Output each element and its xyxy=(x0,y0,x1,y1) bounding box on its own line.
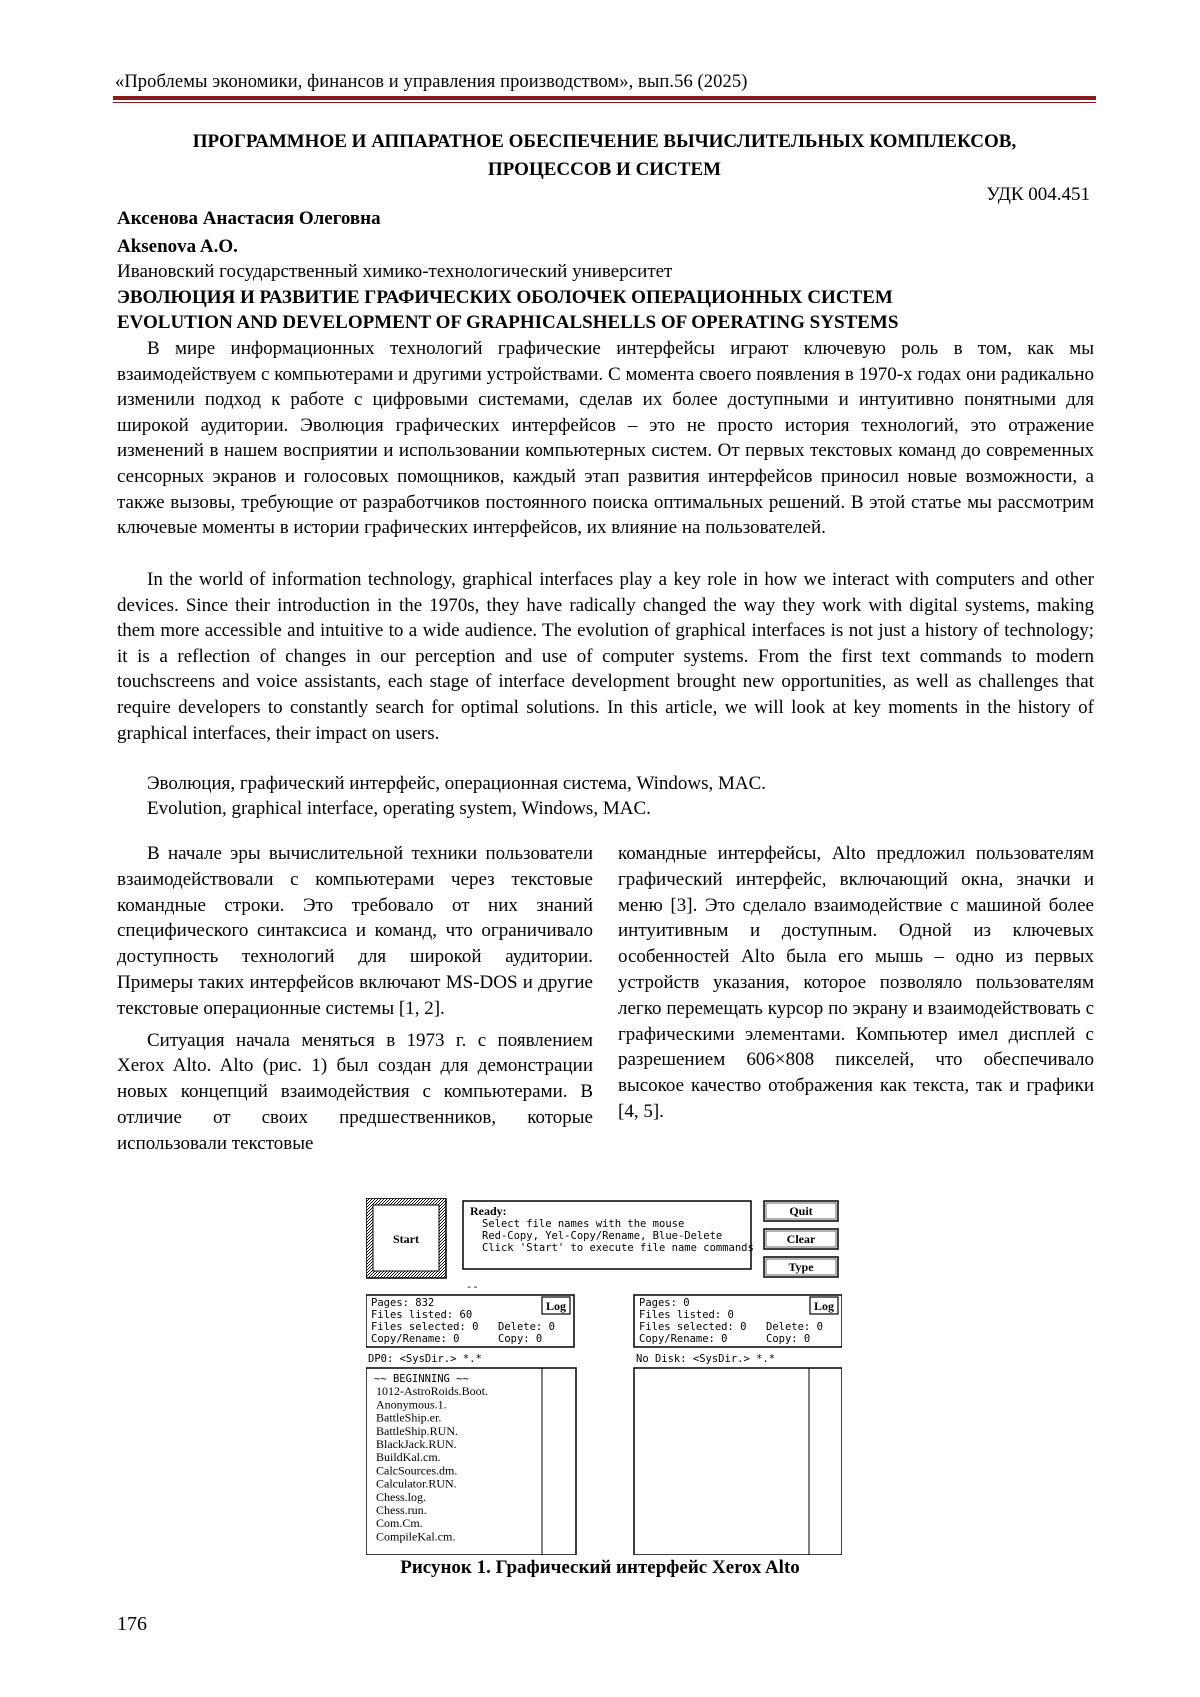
copy-count: Copy: 0 xyxy=(766,1333,811,1345)
file-list-item: Com.Cm. xyxy=(376,1516,423,1531)
clear-button xyxy=(764,1229,838,1249)
keywords-ru: Эволюция, графический интерфейс, операционная система, Windows, MAC. xyxy=(147,773,767,794)
file-list-item: Anonymous.1. xyxy=(376,1397,447,1412)
type-label: Type xyxy=(788,1260,814,1274)
keywords-en: Evolution, graphical interface, operating system, Windows, MAC. xyxy=(147,798,651,819)
copy-rename-count: Copy/Rename: 0 xyxy=(639,1333,728,1345)
running-head: «Проблемы экономики, финансов и управления производством», вып.56 (2025) xyxy=(115,72,748,92)
ready-title: Ready: xyxy=(470,1204,507,1218)
page-number: 176 xyxy=(117,1613,147,1635)
article-title-en: EVOLUTION AND DEVELOPMENT OF GRAPHICALSHELLS OF OPERATING SYSTEMS xyxy=(117,312,899,333)
file-list-item: Chess.log. xyxy=(376,1489,427,1504)
quit-label: Quit xyxy=(789,1204,813,1218)
pages-count: Pages: 0 xyxy=(639,1297,690,1309)
body-paragraph: Ситуация начала меняться в 1973 г. с появлением Xerox Alto. Alto (рис. 1) был создан для демонстрации новых концепций взаимодействия с компьютерами. В отличие от своих предшественников, которые использовали текстовые xyxy=(117,1029,593,1154)
log-label: Log xyxy=(813,1299,835,1313)
disk-label-left: DP0: <SysDir.> *.* xyxy=(368,1353,482,1365)
body-column-left xyxy=(117,841,593,1163)
section-title-line1: ПРОГРАММНОЕ И АППАРАТНОЕ ОБЕСПЕЧЕНИЕ ВЫЧИСЛИТЕЛЬНЫХ КОМПЛЕКСОВ, xyxy=(192,131,1017,152)
figure-xerox-alto xyxy=(366,1198,842,1555)
author-name-ru: Аксенова Анастасия Олеговна xyxy=(117,208,381,229)
quit-button xyxy=(764,1201,838,1221)
file-list-item: CompileKal.cm. xyxy=(376,1529,456,1544)
log-label: Log xyxy=(545,1299,567,1313)
ready-box xyxy=(463,1201,754,1269)
figure-caption: Рисунок 1. Графический интерфейс Xerox Alto xyxy=(400,1557,800,1578)
delete-count: Delete: 0 xyxy=(498,1321,555,1333)
author-name-en: Aksenova A.O. xyxy=(117,236,238,257)
file-list-item: BattleShip.er. xyxy=(376,1410,442,1425)
file-list-item: Calculator.RUN. xyxy=(376,1476,457,1491)
udk-code: УДК 004.451 xyxy=(986,184,1090,205)
body-paragraph: командные интерфейсы, Alto предложил пользователям графический интерфейс, включающий окна, значки и меню [3]. Это сделало взаимодействие с машиной более интуитивным и доступным. Одной из ключевых особенностей Alto была его мышь – одно из первых устройств указания, которое позволяло пользователям легко перемещать курсор по экрану и взаимодействовать с графическими элементами. Компьютер имел дисплей с разрешением 606×808 пикселей, что обеспечивало высокое качество отображения как текста, так и графики [4, 5]. xyxy=(618,843,1094,1122)
start-button xyxy=(366,1198,446,1278)
file-list-item: Chess.run. xyxy=(376,1503,427,1517)
body-paragraph: В начале эры вычислительной техники пользователи взаимодействовали с компьютерами через текстовые командные строки. Это требовало от них знаний специфического синтаксиса и команд, что ограничивало доступность технологий для широкой аудитории. Примеры таких интерфейсов включают MS-DOS и другие текстовые операционные системы [1, 2]. xyxy=(117,843,593,1019)
files-selected: Files selected: 0 xyxy=(639,1321,747,1333)
pages-count: Pages: 832 xyxy=(371,1297,435,1309)
header-rule-thin xyxy=(113,102,1096,103)
delete-count: Delete: 0 xyxy=(766,1321,823,1333)
abstract-en: In the world of information technology, graphical interfaces play a key role in how we interact with computers and other devices. Since their introduction in the 1970s, they have radically changed the way they work with digital systems, making them more accessible and intuitive to a wide audience. The evolution of graphical interfaces is not just a history of technology; it is a reflection of changes in our perception and use of computer systems. From the first text commands to modern touchscreens and voice assistants, each stage of interface development brought new opportunities, as well as challenges that require developers to constantly search for optimal solutions. In this article, we will look at key moments in the history of graphical interfaces, their impact on users. xyxy=(117,569,1094,744)
clear-label: Clear xyxy=(786,1232,816,1246)
affiliation: Ивановский государственный химико-технологический университет xyxy=(117,261,673,282)
abstract-ru: В мире информационных технологий графические интерфейсы играют ключевую роль в том, как мы взаимодействуем с компьютерами и другими устройствами. С момента своего появления в 1970-х годах они радикально изменили подход к работе с цифровыми системами, сделав их более доступными и интуитивно понятными для широкой аудитории. Эволюция графических интерфейсов – это не просто история технологий, это отражение изменений в нашем восприятии и использовании компьютерных систем. От первых текстовых команд до современных сенсорных экранов и голосовых помощников, каждый этап развития интерфейсов приносил новые возможности, а также вызовы, требующие от разработчиков постоянного поиска оптимальных решений. В этой статье мы рассмотрим ключевые моменты в истории графических интерфейсов, их влияние на пользователей. xyxy=(117,338,1094,539)
file-list-item: 1012-AstroRoids.Boot. xyxy=(376,1384,489,1399)
left-file-list xyxy=(366,1368,576,1555)
file-list-item: BuildKal.cm. xyxy=(376,1450,441,1465)
files-listed: Files listed: 60 xyxy=(371,1309,473,1321)
start-label: Start xyxy=(393,1232,419,1246)
ready-line: Select file names with the mouse xyxy=(482,1218,685,1230)
disk-label-right: No Disk: <SysDir.> *.* xyxy=(636,1353,776,1365)
header-rule-thick xyxy=(113,96,1096,100)
file-list-item: CalcSources.dm. xyxy=(376,1463,458,1478)
type-button xyxy=(764,1257,838,1277)
copy-rename-count: Copy/Rename: 0 xyxy=(371,1333,460,1345)
left-status-panel xyxy=(366,1295,574,1347)
ready-line: Click 'Start' to execute file name commands xyxy=(482,1242,754,1254)
file-list-item: ~~ BEGINNING ~~ xyxy=(374,1373,469,1385)
files-listed: Files listed: 0 xyxy=(639,1309,734,1321)
file-list-item: BlackJack.RUN. xyxy=(376,1437,457,1451)
section-title-line2: ПРОЦЕССОВ И СИСТЕМ xyxy=(487,159,722,180)
body-column-right xyxy=(618,841,1094,1131)
cursor-mark: -- xyxy=(466,1281,479,1293)
article-title-ru: ЭВОЛЮЦИЯ И РАЗВИТИЕ ГРАФИЧЕСКИХ ОБОЛОЧЕК ОПЕРАЦИОННЫХ СИСТЕМ xyxy=(117,287,893,308)
file-list-item: BattleShip.RUN. xyxy=(376,1423,459,1438)
right-status-panel xyxy=(634,1295,842,1347)
files-selected: Files selected: 0 xyxy=(371,1321,479,1333)
ready-line: Red-Copy, Yel-Copy/Rename, Blue-Delete xyxy=(482,1230,723,1242)
section-title xyxy=(113,128,1096,184)
copy-count: Copy: 0 xyxy=(498,1333,543,1345)
right-file-list xyxy=(634,1368,842,1555)
